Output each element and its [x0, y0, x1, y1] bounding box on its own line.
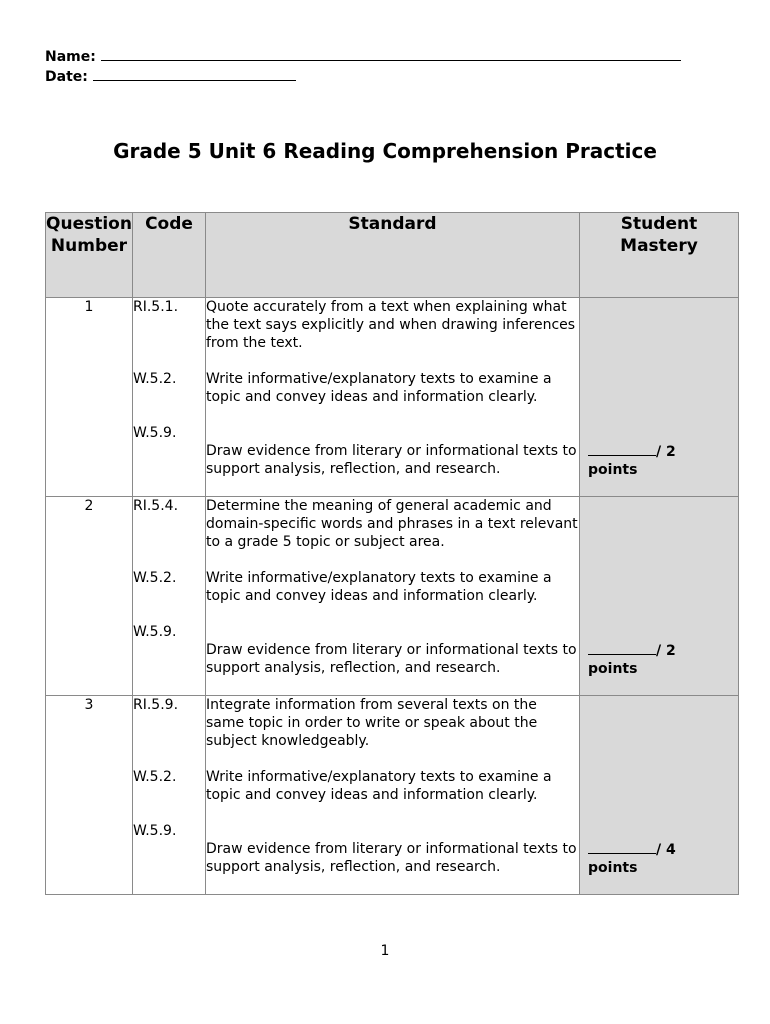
points-total: / 2 [656, 643, 676, 659]
standard-text: Draw evidence from literary or informational texts to support analysis, reflection, and research. [206, 642, 577, 676]
page-number: 1 [380, 943, 390, 959]
table-row [46, 696, 739, 895]
standards-table [45, 212, 739, 895]
question-number: 3 [46, 696, 133, 895]
points-blank[interactable] [588, 442, 656, 456]
standard-text: Integrate information from several texts on the same topic in order to write or speak about the subject knowledgeably. [206, 697, 538, 749]
points-label: points [588, 860, 638, 876]
table-row [46, 497, 739, 696]
points-score [588, 442, 676, 479]
name-blank-line[interactable] [101, 47, 681, 61]
page-title: Grade 5 Unit 6 Reading Comprehension Practice [113, 139, 657, 163]
student-mastery-cell [580, 298, 739, 497]
table-header-row [46, 213, 739, 298]
code-item: W.5.2. [133, 570, 177, 586]
standard-cell [206, 696, 580, 895]
code-item: RI.5.1. [133, 299, 179, 315]
code-item: W.5.2. [133, 769, 177, 785]
header-standard: Standard [206, 213, 580, 298]
points-blank[interactable] [588, 641, 656, 655]
code-item: RI.5.9. [133, 697, 179, 713]
points-total: / 2 [656, 444, 676, 460]
standard-text: Determine the meaning of general academic and domain-specific words and phrases in a text relevant to a grade 5 topic or subject area. [206, 498, 578, 550]
header-code: Code [133, 213, 206, 298]
standard-text: Write informative/explanatory texts to examine a topic and convey ideas and information clearly. [206, 371, 552, 405]
name-field[interactable] [45, 47, 681, 66]
code-cell [133, 298, 206, 497]
points-label: points [588, 462, 638, 478]
header-question-number-label: Question Number [46, 214, 132, 256]
standard-cell [206, 497, 580, 696]
student-mastery-cell [580, 696, 739, 895]
points-score [588, 840, 676, 877]
standard-text: Draw evidence from literary or informational texts to support analysis, reflection, and research. [206, 841, 577, 875]
code-item: W.5.9. [133, 425, 177, 441]
date-label: Date: [45, 69, 88, 85]
code-item: W.5.2. [133, 371, 177, 387]
code-cell [133, 497, 206, 696]
standard-text: Quote accurately from a text when explaining what the text says explicitly and when drawing inferences from the text. [206, 299, 576, 351]
code-item: RI.5.4. [133, 498, 179, 514]
student-mastery-cell [580, 497, 739, 696]
date-field[interactable] [45, 67, 296, 86]
header-question-number [46, 213, 133, 298]
question-number: 1 [46, 298, 133, 497]
code-item: W.5.9. [133, 624, 177, 640]
points-blank[interactable] [588, 840, 656, 854]
points-label: points [588, 661, 638, 677]
code-cell [133, 696, 206, 895]
question-number: 2 [46, 497, 133, 696]
standard-text: Draw evidence from literary or informational texts to support analysis, reflection, and research. [206, 443, 577, 477]
header-student-mastery: Student Mastery [580, 213, 739, 298]
points-score [588, 641, 676, 678]
standard-text: Write informative/explanatory texts to examine a topic and convey ideas and information clearly. [206, 570, 552, 604]
code-item: W.5.9. [133, 823, 177, 839]
standard-cell [206, 298, 580, 497]
table-row [46, 298, 739, 497]
standard-text: Write informative/explanatory texts to examine a topic and convey ideas and information clearly. [206, 769, 552, 803]
points-total: / 4 [656, 842, 676, 858]
name-label: Name: [45, 49, 96, 65]
date-blank-line[interactable] [93, 67, 296, 81]
